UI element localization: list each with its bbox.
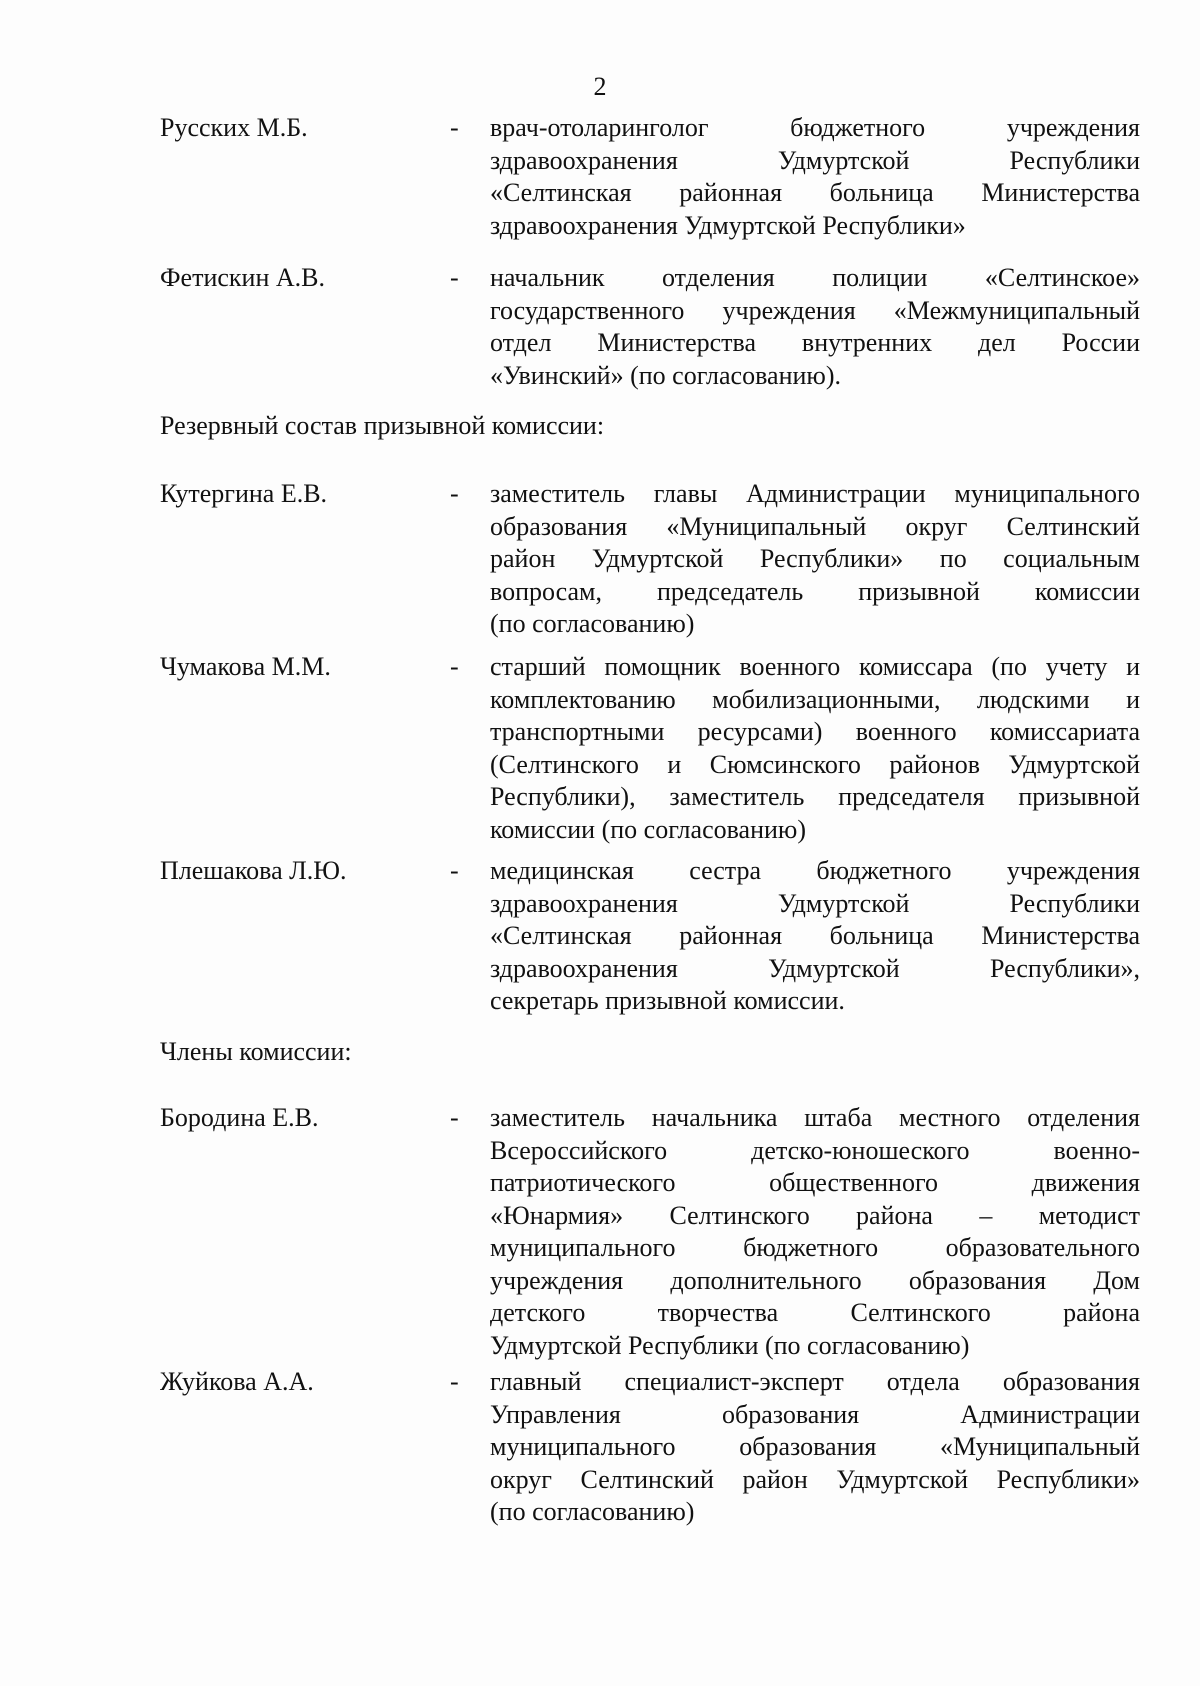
description-line: (по согласованию): [490, 1497, 695, 1526]
description-line: патриотического общественного движения: [490, 1168, 1140, 1197]
entry-name: Чумакова М.М.: [160, 652, 331, 681]
description-line: детского творчества Селтинского района: [490, 1298, 1140, 1327]
description-line: Управления образования Администрации: [490, 1399, 1140, 1429]
description-line: начальник отделения полиции «Селтинское»: [490, 263, 1140, 292]
description-line: главный специалист-эксперт отдела образования: [490, 1367, 1140, 1396]
description-line: заместитель начальника штаба местного отделения: [490, 1103, 1140, 1132]
description-line: учреждения дополнительного образования Дом: [490, 1265, 1140, 1295]
description-line: район Удмуртской Республики» по социальным: [490, 544, 1140, 573]
entry-description: [490, 1366, 1140, 1529]
entry-dash: -: [450, 479, 459, 508]
description-line: здравоохранения Удмуртской Республики»,: [490, 953, 1140, 983]
description-line: муниципального бюджетного образовательного: [490, 1233, 1140, 1262]
description-line: «Селтинская районная больница Министерства: [490, 921, 1140, 950]
description-line: здравоохранения Удмуртской Республики: [490, 145, 1140, 175]
description-line: здравоохранения Удмуртской Республики: [490, 888, 1140, 918]
entry-description: [490, 855, 1140, 1018]
description-line: старший помощник военного комиссара (по учету и: [490, 652, 1140, 681]
description-line: (Селтинского и Сюмсинского районов Удмуртской: [490, 749, 1140, 779]
description-line: транспортными ресурсами) военного комиссариата: [490, 717, 1140, 746]
description-line: Всероссийского детско-юношеского военно-: [490, 1135, 1140, 1165]
description-line: «Юнармия» Селтинского района – методист: [490, 1200, 1140, 1230]
entry-dash: -: [450, 113, 459, 142]
entry-name: Бородина Е.В.: [160, 1103, 319, 1132]
description-line: Республики), заместитель председателя призывной: [490, 782, 1140, 811]
entry-dash: -: [450, 652, 459, 681]
entry-description: [490, 262, 1140, 392]
page-number: 2: [593, 72, 607, 101]
description-line: врач-отоларинголог бюджетного учреждения: [490, 113, 1140, 142]
entry-name: Русских М.Б.: [160, 113, 308, 142]
description-line: отдел Министерства внутренних дел России: [490, 328, 1140, 357]
entry-name: Кутергина Е.В.: [160, 479, 328, 508]
entry-dash: -: [450, 856, 459, 885]
entry-name: Жуйкова А.А.: [160, 1367, 314, 1396]
description-line: государственного учреждения «Межмуниципальный: [490, 295, 1140, 325]
description-line: комиссии (по согласованию): [490, 814, 806, 844]
description-line: Удмуртской Республики (по согласованию): [490, 1330, 970, 1360]
entry-dash: -: [450, 1367, 459, 1396]
entry-description: [490, 478, 1140, 641]
description-line: округ Селтинский район Удмуртской Республики»: [490, 1464, 1140, 1494]
entry-description: [490, 651, 1140, 846]
description-line: здравоохранения Удмуртской Республики»: [490, 210, 966, 240]
entry-dash: -: [450, 263, 459, 292]
entry-description: [490, 112, 1140, 242]
description-line: (по согласованию): [490, 609, 695, 638]
reserve-heading: Резервный состав призывной комиссии:: [160, 411, 605, 440]
description-line: заместитель главы Администрации муниципального: [490, 479, 1140, 508]
members-heading: Члены комиссии:: [160, 1037, 352, 1066]
description-line: «Селтинская районная больница Министерства: [490, 178, 1140, 207]
entry-description: [490, 1102, 1140, 1362]
entry-dash: -: [450, 1103, 459, 1132]
description-line: образования «Муниципальный округ Селтинский: [490, 511, 1140, 541]
entry-name: Плешакова Л.Ю.: [160, 856, 347, 885]
entry-name: Фетискин А.В.: [160, 263, 325, 292]
description-line: секретарь призывной комиссии.: [490, 986, 845, 1015]
description-line: «Увинский» (по согласованию).: [490, 360, 841, 390]
description-line: муниципального образования «Муниципальный: [490, 1432, 1140, 1461]
description-line: вопросам, председатель призывной комиссии: [490, 576, 1140, 606]
description-line: комплектованию мобилизационными, людскими и: [490, 684, 1140, 714]
description-line: медицинская сестра бюджетного учреждения: [490, 856, 1140, 885]
